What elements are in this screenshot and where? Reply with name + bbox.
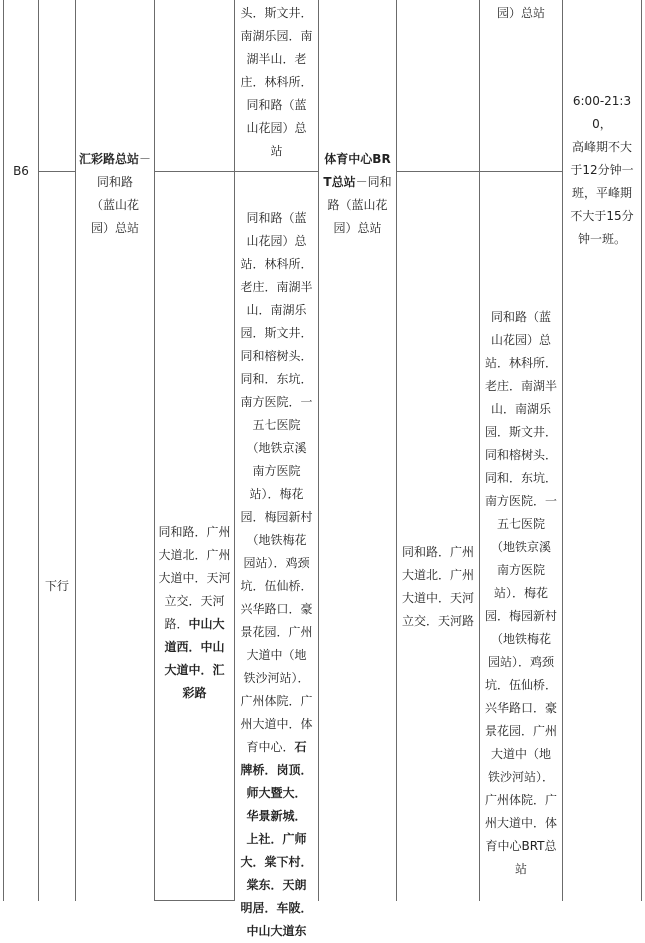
down-stops-a-normal: 同和路（蓝 山花园）总 站．林科所． 老庄．南湖半 山．南湖乐 园．斯文井． 同和榕树头． 同和．东坑． 南方医院．一 五七医院 （地铁京溪 南方医院 站）．梅花 园．梅园新村 （地铁梅花 园站）．鸡颈 坑．伍仙桥． 兴华路口．豪 景花园．广州 大道中（地 铁沙河站）． 广州体院．广 州大道中．体 育中心． <box>240 211 313 754</box>
grid-line <box>38 171 76 172</box>
down-stops-a-bold: 石 牌桥．岗顶． 师大暨大． 华景新城． 上社．广师 大．棠下村． 棠东．天朗 明居．车陂． 中山大道东 <box>240 740 313 938</box>
up-terminal-b-rest: －同和 路（蓝山花 园）总站 <box>327 175 392 235</box>
down-via-b: 同和路．广州 大道北．广州 大道中．天河 立交．天河路 <box>401 545 474 628</box>
grid-line <box>396 0 397 901</box>
down-stops-b: 同和路（蓝 山花园）总 站．林科所． 老庄．南湖半 山．南湖乐 园．斯文井． 同和榕树头． 同和．东坑． 南方医院．一 五七医院 （地铁京溪 南方医院 站）．梅花 园．梅园新村 （地铁梅花 园站）．鸡颈 坑．伍仙桥． 兴华路口．豪 景花园．广州 大道中（地 铁沙河站）． 广州体院．广 州大道中．体 育中心BRT总 站 <box>484 310 557 876</box>
down-stops-a <box>235 184 318 943</box>
down-via-a-bold: 中山大 道西．中山 大道中．汇 彩路 <box>164 617 225 700</box>
up-terminal-b <box>319 125 396 240</box>
grid-line <box>38 0 39 901</box>
down-via-a <box>155 498 234 705</box>
grid-line <box>641 0 642 901</box>
grid-line <box>154 171 318 172</box>
grid-line <box>3 0 4 901</box>
up-stops-a: 头．斯文井． 南湖乐园．南 湖半山．老 庄．林科所． 同和路（蓝 山花园）总 站 <box>240 6 313 158</box>
up-terminal-a <box>76 125 154 240</box>
direction-down: 下行 <box>44 579 69 593</box>
up-terminal-a-rest: －同和路 （蓝山花 园）总站 <box>90 152 152 235</box>
schedule: 6:00-21:3 0， 高峰期不大 于12分钟一 班，平峰期 不大于15分 钟一班。 <box>570 94 634 246</box>
up-stops-b: 园）总站 <box>496 6 545 20</box>
up-terminal-b-name: 体育中心BR T总站 <box>323 152 391 189</box>
up-terminal-a-name: 汇彩路总站 <box>78 152 139 166</box>
grid-line <box>396 171 562 172</box>
route-number: B6 <box>13 164 29 178</box>
grid-line <box>154 0 155 901</box>
down-via-a-normal: 同和路．广州 大道北．广州 大道中．天河 立交．天河 路． <box>158 525 231 631</box>
